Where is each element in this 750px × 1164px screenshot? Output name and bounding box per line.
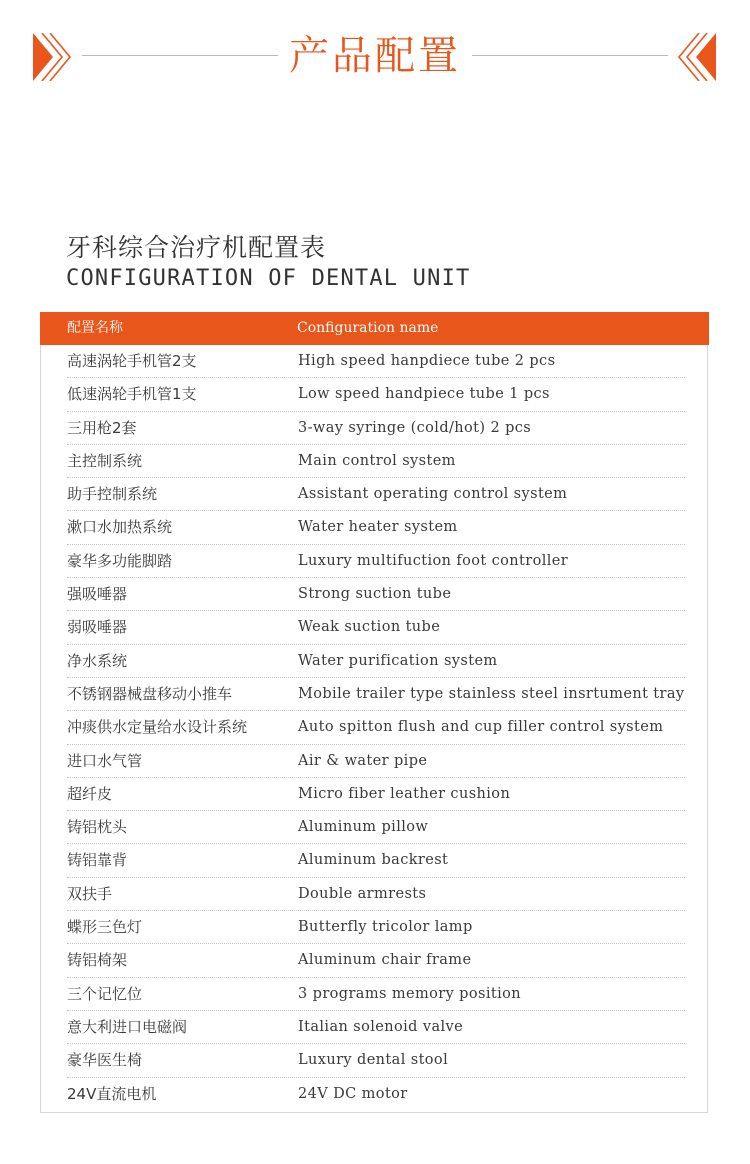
row-chinese-name: 三用枪2套 [67,418,137,437]
table-row [41,711,707,744]
table-row [41,511,707,544]
row-english-name: 3 programs memory position [298,985,522,1002]
row-chinese-name: 助手控制系统 [67,485,158,504]
row-english-name: Assistant operating control system [298,486,568,503]
row-chinese-name: 不锈钢器械盘移动小推车 [67,684,233,703]
row-chinese-name: 豪华多功能脚踏 [67,551,173,570]
row-english-name: Aluminum pillow [298,819,429,836]
row-chinese-name: 主控制系统 [67,451,143,470]
table-row [41,611,707,644]
row-english-name: Water heater system [298,519,458,536]
row-chinese-name: 24V直流电机 [67,1084,157,1103]
row-chinese-name: 进口水气管 [67,751,143,770]
row-english-name: Luxury multifuction foot controller [298,552,569,569]
row-english-name: Butterfly tricolor lamp [298,919,473,936]
row-chinese-name: 低速涡轮手机管1支 [67,385,197,404]
header-col-chinese-name: 配置名称 [67,320,123,336]
row-chinese-name: 强吸唾器 [67,585,128,604]
table-row [41,378,707,411]
table-row [41,944,707,977]
row-chinese-name: 高速涡轮手机管2支 [67,352,197,370]
table-row [41,911,707,944]
row-english-name: 3-way syringe (cold/hot) 2 pcs [298,419,532,436]
row-english-name: 24V DC motor [298,1085,408,1102]
row-english-name: Double armrests [298,885,427,902]
chevron-left-icon [676,33,716,81]
row-chinese-name: 豪华医生椅 [67,1051,143,1070]
table-row [41,678,707,711]
row-chinese-name: 蝶形三色灯 [67,918,143,937]
row-english-name: Italian solenoid valve [298,1018,464,1035]
row-chinese-name: 净水系统 [67,651,128,670]
row-english-name: Low speed handpiece tube 1 pcs [298,386,550,403]
table-row [41,978,707,1011]
table-row [41,545,707,578]
row-chinese-name: 铸铝椅架 [67,951,128,970]
table-row [41,645,707,678]
header-col-english-name: Configuration name [297,320,439,336]
section-title-chinese: 牙科综合治疗机配置表 [66,233,327,262]
table-header [40,312,709,345]
banner-divider-right [472,55,668,56]
banner-divider-left [82,55,278,56]
table-row [41,478,707,511]
table-row [41,578,707,611]
row-english-name: High speed hanpdiece tube 2 pcs [298,353,556,369]
row-chinese-name: 漱口水加热系统 [67,518,173,537]
row-english-name: Main control system [298,452,456,469]
section-title-english: CONFIGURATION OF DENTAL UNIT [66,266,471,291]
table-body [41,345,707,1111]
configuration-table [40,312,708,1113]
chevron-right-icon [33,33,73,81]
row-english-name: Auto spitton flush and cup filler control system [298,719,664,736]
row-english-name: Aluminum chair frame [298,952,472,969]
row-english-name: Luxury dental stool [298,1052,449,1069]
row-chinese-name: 意大利进口电磁阀 [67,1017,188,1036]
table-row [41,878,707,911]
row-english-name: Water purification system [298,652,498,669]
table-row [41,811,707,844]
table-row [41,445,707,478]
table-row [41,1044,707,1077]
row-english-name: Mobile trailer type stainless steel insrtument tray [298,685,685,702]
table-row [41,412,707,445]
table-row [41,1011,707,1044]
row-english-name: Air & water pipe [298,752,428,769]
table-row [41,1078,707,1111]
banner-title: 产品配置 [289,33,461,79]
row-chinese-name: 双扶手 [67,884,113,903]
row-english-name: Micro fiber leather cushion [298,785,511,802]
page-banner [0,0,750,120]
table-row [41,778,707,811]
table-row [41,844,707,877]
row-chinese-name: 超纤皮 [67,784,113,803]
table-row [41,745,707,778]
row-english-name: Strong suction tube [298,586,452,603]
row-english-name: Weak suction tube [298,619,441,636]
row-chinese-name: 弱吸唾器 [67,618,128,637]
row-chinese-name: 铸铝枕头 [67,818,128,837]
row-chinese-name: 铸铝靠背 [67,851,128,870]
row-chinese-name: 冲痰供水定量给水设计系统 [67,718,248,737]
row-chinese-name: 三个记忆位 [67,984,143,1003]
row-english-name: Aluminum backrest [298,852,449,869]
table-row [41,345,707,378]
